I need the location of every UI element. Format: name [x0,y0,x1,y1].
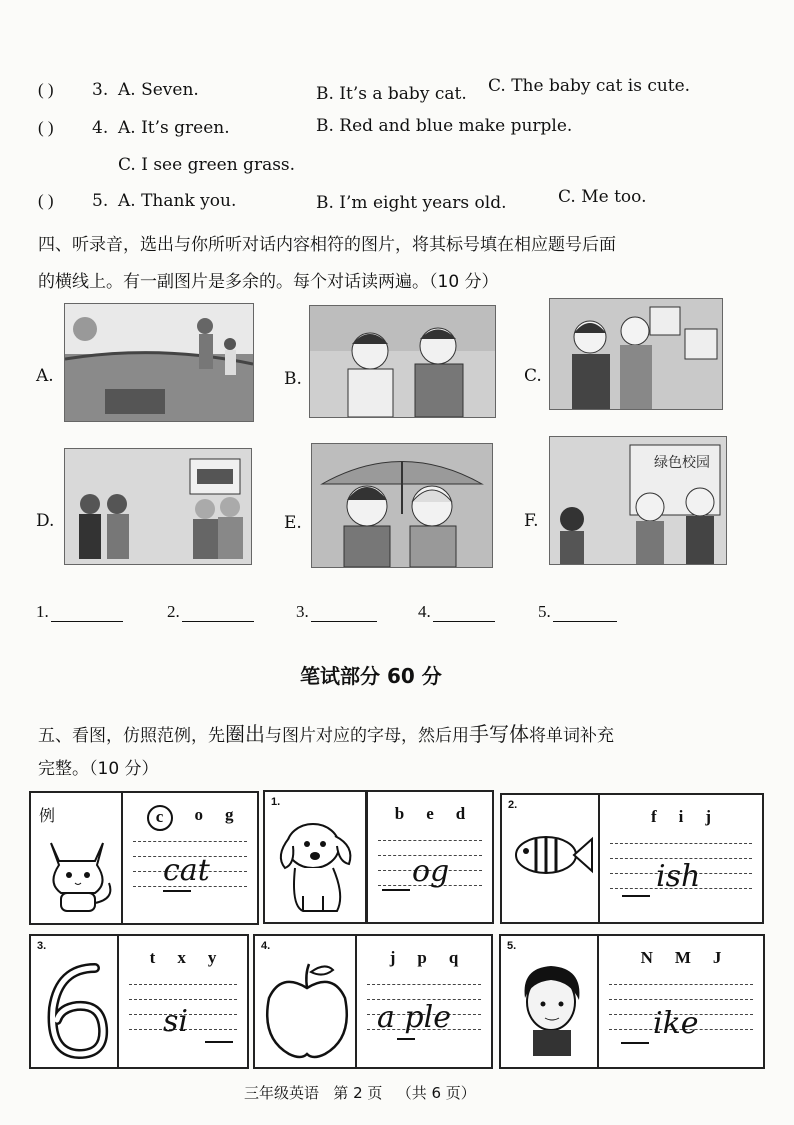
choice-letter[interactable]: j [389,948,396,967]
answer-underline[interactable] [622,895,650,897]
choice-letter[interactable]: t [149,948,156,967]
instruction-text: 与图片对应的字母，然后用 [265,726,469,746]
option-c: C. I see green grass. [118,155,296,175]
blank-label: 3. [296,602,309,621]
instruction-emphasis: 圈出 [225,722,265,746]
picture-label-d: D. [36,511,55,531]
choice-letter[interactable]: i [678,807,684,826]
picture-label-f: F. [524,511,539,531]
six-word-cell [117,934,249,1069]
dog-word-cell [366,790,494,924]
answer-blank-3[interactable] [296,602,377,622]
apple-word-cell [355,934,493,1069]
boy-face-icon [511,958,593,1058]
choice-letter[interactable]: p [417,948,427,967]
school-sign-scene-icon [550,437,726,564]
item-number: 1. [271,796,281,808]
option-b: B. I’m eight years old. [316,193,507,213]
picture-d[interactable] [64,448,252,565]
page-footer: 三年级英语 第 2 页 （共 6 页） [244,1084,476,1102]
blank-label: 5. [538,602,551,621]
choice-letter[interactable]: o [194,805,203,824]
item-number: 5. [92,191,109,211]
section4-instruction-line2: 的横线上。有一副图片是多余的。每个对话读两遍。（10 分） [38,272,499,292]
item-number: 2. [508,799,518,811]
choice-letter[interactable]: g [225,805,234,824]
option-c: C. The baby cat is cute. [488,76,691,96]
answer-underline[interactable] [382,889,410,891]
letter-choices [368,804,492,824]
boy-word-cell [597,934,765,1069]
apple-picture-cell [253,934,357,1069]
apple-icon [261,958,353,1064]
answer-paren[interactable]: ( ) [38,191,54,210]
boy-picture-cell [499,934,599,1069]
option-b: B. It’s a baby cat. [316,84,467,104]
answer-blank-2[interactable] [167,602,254,622]
item-number: 3. [37,940,47,952]
dog-picture-cell [263,790,367,924]
six-icon [39,958,113,1064]
written-part-title: 笔试部分 60 分 [300,664,442,688]
answer-blank-1[interactable] [36,602,123,622]
instruction-text: 将单词补充 [529,726,614,746]
answer-paren[interactable]: ( ) [38,118,54,137]
instruction-emphasis: 手写体 [469,722,529,746]
option-a: A. Thank you. [118,191,237,211]
answer-underline[interactable] [621,1042,649,1044]
item-number: 4. [92,118,109,138]
letter-choices [119,948,247,968]
choice-letter[interactable]: j [705,807,712,826]
choice-letter-circled[interactable]: c [147,805,173,831]
fish-picture-cell [500,793,600,924]
two-boys-scene-icon [310,306,495,417]
item-number: 4. [261,940,271,952]
picture-label-b: B. [284,369,302,389]
section4-instruction-line1: 四、听录音，选出与你所听对话内容相符的图片，将其标号填在相应题号后面 [38,235,616,255]
picture-f[interactable] [549,436,727,565]
word-answer: ike [653,1006,699,1041]
choice-letter[interactable]: d [455,804,466,823]
blank-label: 1. [36,602,49,621]
section5-instruction-line1 [38,718,614,747]
letter-choices [599,948,763,968]
letter-choices [600,807,762,827]
fish-icon [512,825,594,885]
option-a: A. It’s green. [118,118,230,138]
answer-blank-4[interactable] [418,602,495,622]
answer-paren[interactable]: ( ) [38,80,54,99]
choice-letter[interactable]: y [207,948,217,967]
blank-line[interactable] [51,605,123,622]
sign-text: 绿色校园 [654,455,710,471]
section5-instruction-line2: 完整。（10 分） [38,759,159,779]
word-answer: cat [163,853,210,888]
dog-icon [273,816,361,916]
item-number: 3. [92,80,109,100]
choice-letter[interactable]: q [448,948,459,967]
choice-letter[interactable]: f [650,807,657,826]
option-c: C. Me too. [558,187,647,207]
cat-icon [39,833,117,915]
umbrella-kids-scene-icon [312,444,492,567]
answer-blank-5[interactable] [538,602,617,622]
answer-underline[interactable] [397,1038,415,1040]
family-photos-scene-icon [550,299,722,409]
choice-letter[interactable]: N [640,948,653,967]
word-answer: ish [656,859,701,894]
choice-letter[interactable]: J [712,948,722,967]
picture-c[interactable] [549,298,723,410]
picture-label-c: C. [524,366,542,386]
example-label: 例 [39,806,56,825]
example-word-cell [121,791,259,925]
word-answer: a ple [377,1000,451,1035]
answer-underline[interactable] [205,1041,233,1043]
picture-a[interactable] [64,303,254,422]
park-wall-scene-icon [65,304,253,421]
picture-e[interactable] [311,443,493,568]
visiting-grandparents-scene-icon [65,449,251,564]
blank-label: 2. [167,602,180,621]
example-picture-cell [29,791,123,925]
blank-line[interactable] [182,605,254,622]
picture-label-a: A. [36,366,54,386]
item-number: 5. [507,940,517,952]
instruction-text: 五、看图，仿照范例，先 [38,726,225,746]
blank-line[interactable] [433,605,495,622]
word-answer: si [163,1004,188,1039]
answer-underline [163,890,191,892]
choice-letter[interactable]: x [177,948,186,967]
blank-line[interactable] [553,605,617,622]
option-b: B. Red and blue make purple. [316,116,573,136]
letter-choices [357,948,491,968]
blank-line[interactable] [311,605,377,622]
six-picture-cell [29,934,119,1069]
choice-letter[interactable]: e [426,804,434,823]
blank-label: 4. [418,602,431,621]
word-answer: og [412,854,450,889]
option-a: A. Seven. [118,80,199,100]
letter-choices [123,805,257,831]
choice-letter[interactable]: M [674,948,691,967]
picture-b[interactable] [309,305,496,418]
choice-letter[interactable]: b [394,804,405,823]
fish-word-cell [598,793,764,924]
picture-label-e: E. [284,513,302,533]
